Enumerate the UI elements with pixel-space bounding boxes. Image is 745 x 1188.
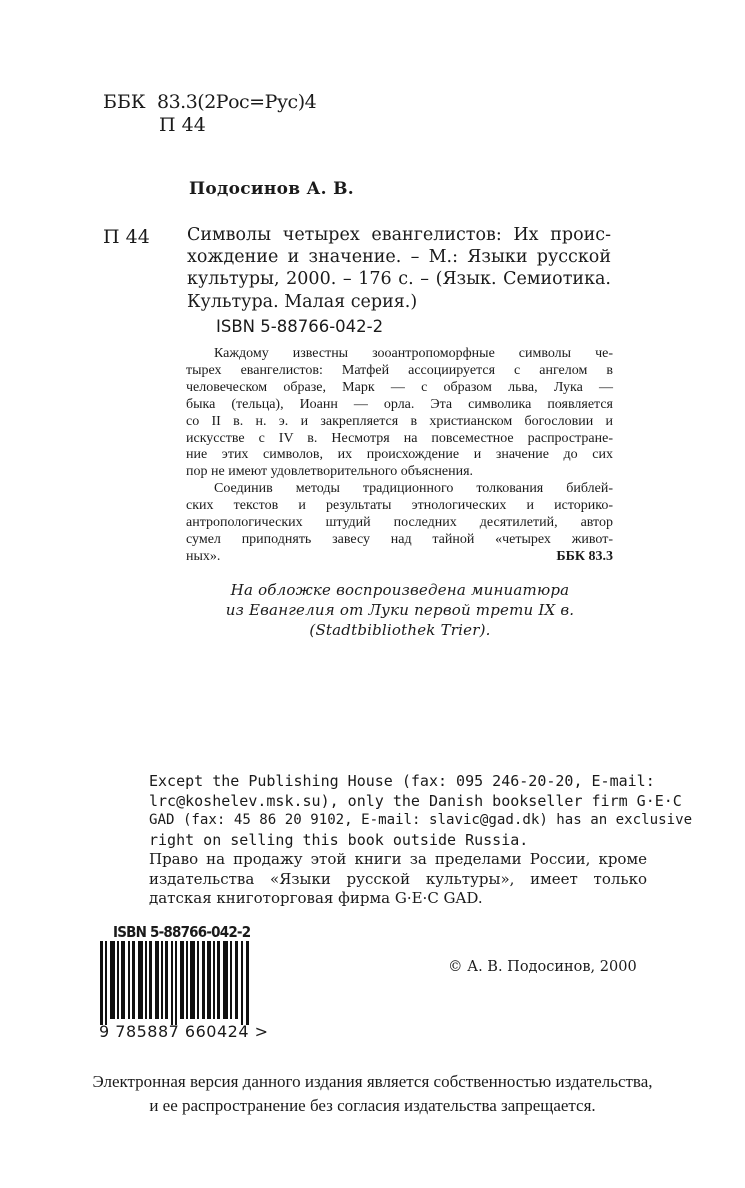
annotation-line: со II в. н. э. и закрепляется в христианском богословии и bbox=[186, 413, 613, 429]
bibliographic-description bbox=[187, 224, 611, 313]
annotation-line: сумел приподнять завесу над тайной «четырех живот- bbox=[186, 531, 613, 547]
barcode-image bbox=[98, 941, 258, 1025]
barcode-digits: 9 785887 660424 > bbox=[99, 1022, 269, 1041]
isbn: ISBN 5-88766-042-2 bbox=[216, 317, 384, 336]
description-line: культуры, 2000. – 176 с. – (Язык. Семиотика. bbox=[187, 269, 611, 290]
annotation-line: ных». bbox=[186, 548, 221, 564]
annotation-line: человеческом образе, Марк — с образом льва, Лука — bbox=[186, 379, 613, 395]
rights-line: GAD (fax: 45 86 20 9102, E-mail: slavic@gad.dk) has an exclusive bbox=[149, 812, 693, 829]
rights-line: lrc@koshelev.msk.su), only the Danish bookseller firm G·E·C bbox=[149, 791, 682, 810]
copyright: © А. В. Подосинов, 2000 bbox=[448, 959, 637, 975]
bbk-classification bbox=[103, 91, 316, 113]
annotation-line: Соединив методы традиционного толкования библей- bbox=[214, 481, 613, 497]
author-mark-header: П 44 bbox=[159, 114, 206, 136]
rights-line: издательства «Языки русской культуры», имеет только bbox=[149, 869, 647, 888]
bbk-value: 83.3(2Рос=Рус)4 bbox=[157, 91, 317, 113]
annotation-line: Каждому известны зооантропоморфные символы че- bbox=[214, 346, 613, 361]
description-line: хождение и значение. – М.: Языки русской bbox=[187, 247, 611, 268]
cover-note-line: На обложке воспроизведена миниатюра bbox=[230, 581, 570, 599]
bbk-short: ББК 83.3 bbox=[556, 548, 613, 564]
rights-line: Право на продажу этой книги за пределами России, кроме bbox=[149, 850, 647, 868]
rights-line: right on selling this book outside Russia. bbox=[149, 830, 529, 849]
annotation-line: ских текстов и результаты этнологических и историко- bbox=[186, 498, 613, 514]
notice-line: и ее распространение без согласия издательства запрещается. bbox=[149, 1096, 596, 1115]
description-line: Символы четырех евангелистов: Их проис- bbox=[187, 225, 611, 245]
annotation-line: пор не имеют удовлетворительного объяснения. bbox=[186, 464, 474, 480]
bbk-label: ББК bbox=[103, 91, 146, 113]
rights-notice-english bbox=[149, 772, 693, 850]
barcode-isbn: ISBN 5-88766-042-2 bbox=[113, 923, 251, 941]
annotation-line: быка (тельца), Иоанн — орла. Эта символика появляется bbox=[186, 396, 613, 412]
notice-line: Электронная версия данного издания является собственностью издательства, bbox=[92, 1072, 653, 1091]
annotation-last-line bbox=[186, 549, 613, 566]
description-line: Культура. Малая серия.) bbox=[187, 291, 418, 312]
author-name: Подосинов А. В. bbox=[189, 179, 355, 199]
annotation-line: искусстве с IV в. Несмотря на повсеместное распростране- bbox=[186, 430, 613, 446]
cover-note-line: из Евангелия от Луки первой трети IX в. bbox=[225, 601, 575, 619]
annotation bbox=[186, 346, 613, 566]
cover-note-line: (Stadtbibliothek Trier). bbox=[309, 621, 491, 639]
rights-line: Except the Publishing House (fax: 095 246-20-20, E-mail: bbox=[149, 772, 655, 790]
annotation-line: ние этих символов, их происхождение и значение до сих bbox=[186, 447, 613, 463]
cover-note bbox=[150, 580, 650, 640]
rights-notice-russian bbox=[149, 850, 647, 909]
annotation-line: антропологических штудий последних десятилетий, автор bbox=[186, 515, 613, 531]
rights-line: датская книготорговая фирма G·E·C GAD. bbox=[149, 889, 483, 908]
electronic-edition-notice bbox=[0, 1070, 745, 1118]
author-mark: П 44 bbox=[103, 226, 150, 248]
annotation-line: тырех евангелистов: Матфей ассоциируется с ангелом в bbox=[186, 362, 613, 378]
